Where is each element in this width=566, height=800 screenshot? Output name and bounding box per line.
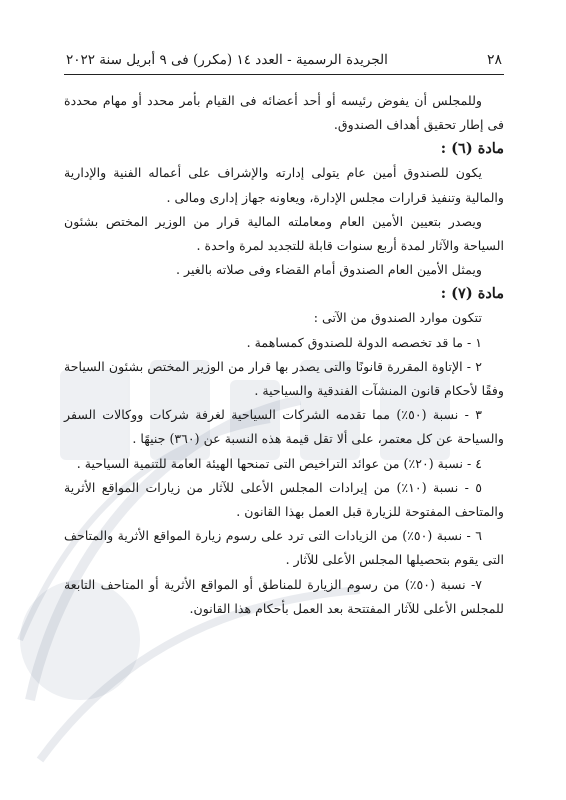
resource-item: ١ - ما قد تخصصه الدولة للصندوق كمساهمة .	[246, 334, 482, 350]
article-7-lead: تتكون موارد الصندوق من الآتى :	[313, 310, 482, 326]
article-6-paragraph: يكون للصندوق أمين عام يتولى إدارته والإشراف على أعماله الفنية والإدارية والمالية وتنفيذ قرارات مجلس الإدارة، ويعاونه جهاز إدارى ومالى .	[64, 165, 504, 205]
article-6-paragraph: ويمثل الأمين العام الصندوق أمام القضاء وفى صلاته بالغير .	[176, 262, 482, 278]
resource-item: ٧- نسبة (٥٠٪) من رسوم الزيارة للمناطق أو المواقع الأثرية أو المتاحف التابعة للمجلس الأعلى للآثار المفتتحة بعد العمل بأحكام هذا القانون.	[64, 576, 504, 616]
resource-item: ٢ - الإتاوة المقررة قانونًا والتى يصدر بها قرار من الوزير المختص بشئون السياحة وفقًا لأحكام قانون المنشآت الفندقية والسياحية .	[64, 358, 504, 399]
article-6-heading: مادة (٦) :	[440, 140, 504, 158]
document-body	[64, 89, 504, 621]
gazette-title: الجريدة الرسمية - العدد ١٤ (مكرر) فى ٩ أبريل سنة ٢٠٢٢	[66, 52, 388, 68]
document-page	[64, 52, 504, 621]
page-number: ٢٨	[486, 52, 502, 68]
resource-item: ٣ - نسبة (٥٠٪) مما تقدمه الشركات السياحية لغرفة شركات ووكالات السفر والسياحة عن كل معتمر، على ألا تقل قيمة هذه النسبة عن (٣٦٠) جنيهًا .	[64, 407, 504, 447]
article-7-heading: مادة (٧) :	[440, 285, 504, 303]
article-6-paragraph: ويصدر بتعيين الأمين العام ومعاملته المالية قرار من الوزير المختص بشئون السياحة والآثار لمدة أربع سنوات قابلة للتجديد لمرة واحدة .	[64, 213, 504, 254]
intro-paragraph: وللمجلس أن يفوض رئيسه أو أحد أعضائه فى القيام بأمر محدد أو مهام محددة فى إطار تحقيق أهداف الصندوق.	[64, 93, 504, 133]
resource-item: ٦ - نسبة (٥٠٪) من الزيادات التى ترد على رسوم زيارة المواقع الأثرية والمتاحف التى يقوم بتحصيلها المجلس الأعلى للآثار .	[64, 528, 504, 568]
resource-item: ٤ - نسبة (٢٠٪) من عوائد التراخيص التى تمنحها الهيئة العامة للتنمية السياحية .	[76, 455, 482, 471]
resource-item: ٥ - نسبة (١٠٪) من إيرادات المجلس الأعلى للآثار من زيارات المواقع الأثرية والمتاحف المفتوحة للزيارة قبل العمل بهذا القانون .	[64, 479, 504, 520]
page-header	[64, 52, 504, 75]
